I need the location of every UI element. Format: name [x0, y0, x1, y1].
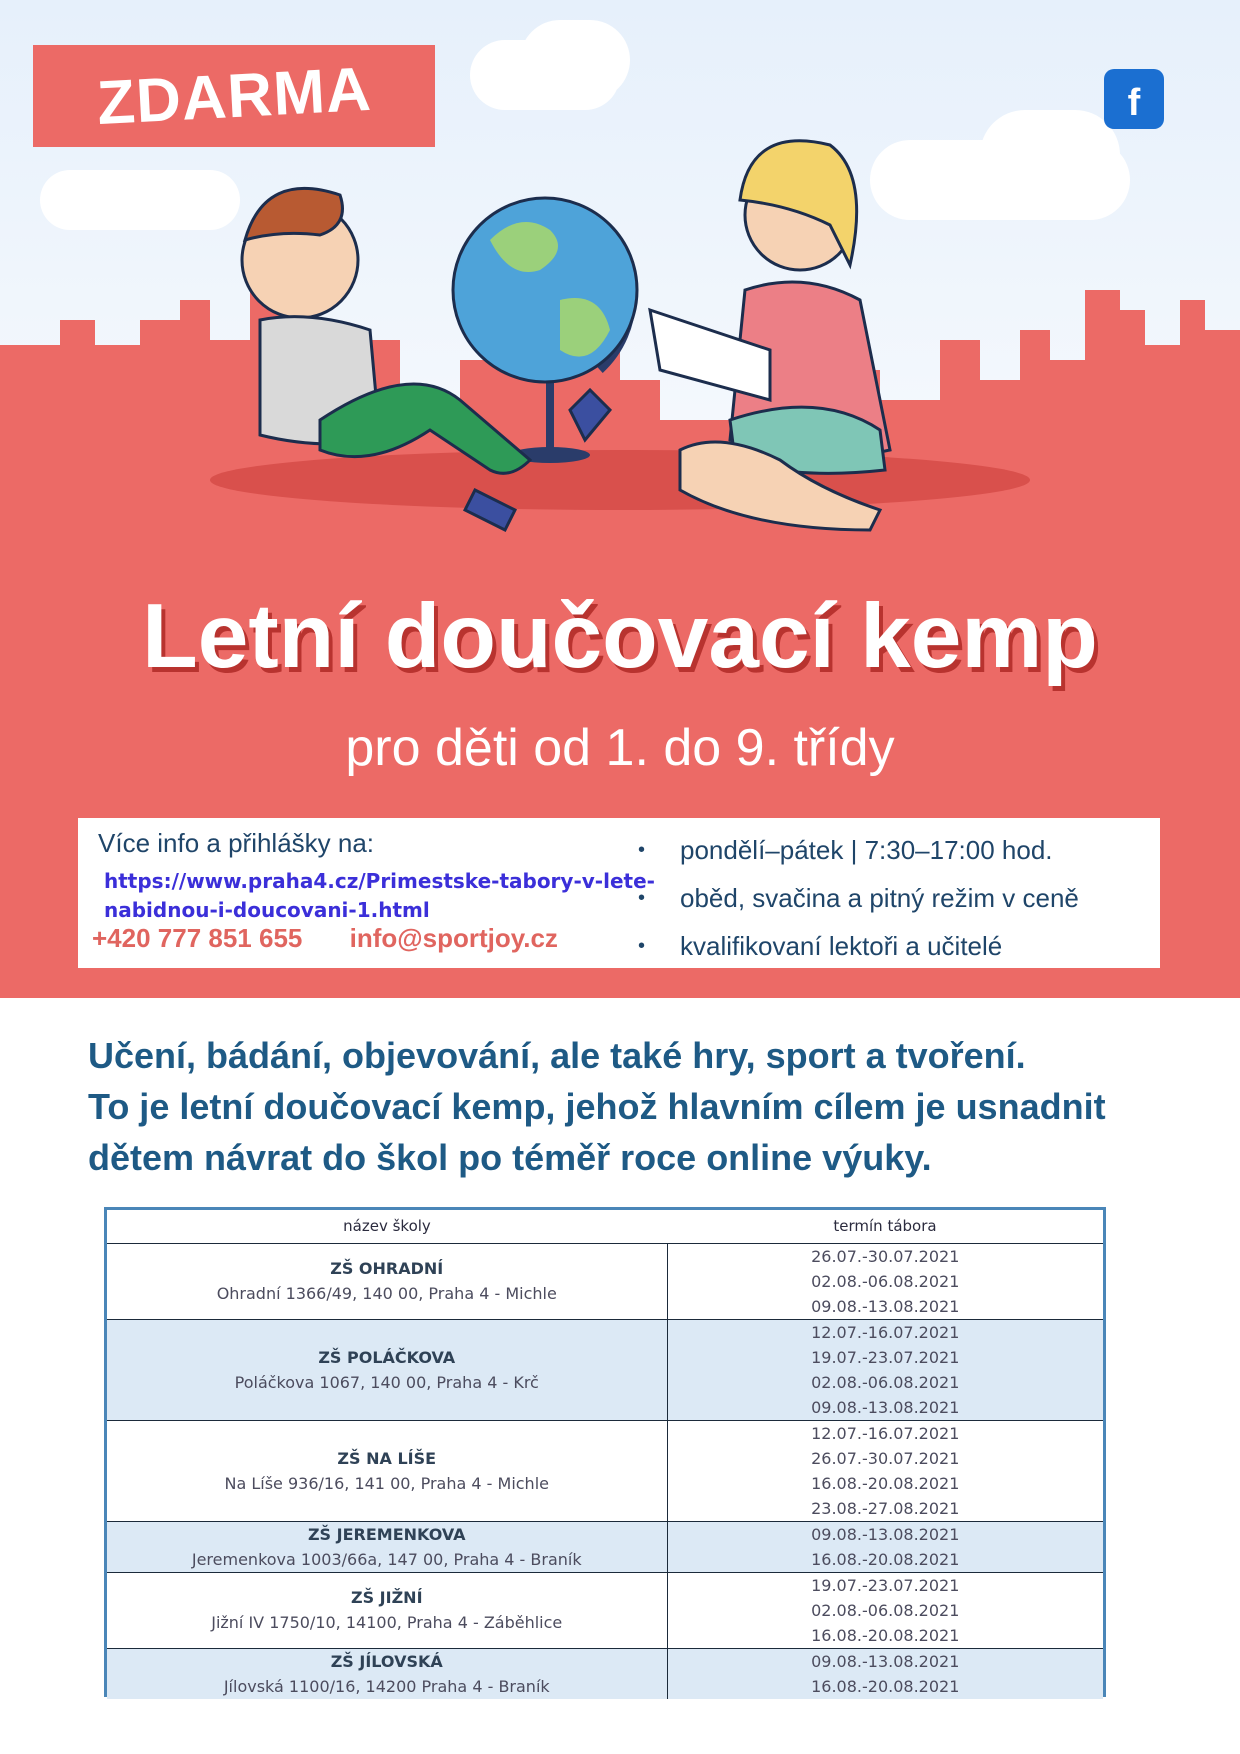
- bullet-icon: •: [638, 838, 646, 861]
- facebook-letter: f: [1127, 82, 1141, 124]
- camp-date: 26.07.-30.07.2021: [811, 1246, 960, 1266]
- camp-date: 09.08.-13.08.2021: [811, 1651, 960, 1671]
- school-cell: [107, 1572, 667, 1648]
- school-name: ZŠ POLÁČKOVA: [318, 1347, 456, 1367]
- feature-item: [638, 874, 1158, 922]
- page-subtitle: pro děti od 1. do 9. třídy: [345, 719, 895, 777]
- feature-text: pondělí–pátek | 7:30–17:00 hod.: [680, 834, 1053, 865]
- feature-item: [638, 922, 1158, 970]
- table-row: [107, 1648, 1103, 1699]
- camp-date: 16.08.-20.08.2021: [811, 1549, 960, 1569]
- girl-figure: [650, 141, 890, 530]
- registration-link-line1[interactable]: https://www.praha4.cz/Primestske-tabory-v-lete-: [104, 869, 655, 893]
- dates-cell: [667, 1243, 1103, 1319]
- camp-date: 02.08.-06.08.2021: [811, 1600, 960, 1620]
- school-address: Poláčkova 1067, 140 00, Praha 4 - Krč: [234, 1372, 539, 1392]
- school-address: Na Líše 936/16, 141 00, Praha 4 - Michle: [224, 1473, 549, 1493]
- camp-date: 16.08.-20.08.2021: [811, 1676, 960, 1696]
- dates-cell: [667, 1319, 1103, 1420]
- camp-date: 16.08.-20.08.2021: [811, 1473, 960, 1493]
- camp-date: 12.07.-16.07.2021: [811, 1423, 960, 1443]
- intro-line: To je letní doučovací kemp, jehož hlavním cílem je usnadnit: [88, 1086, 1106, 1127]
- intro-line: Učení, bádání, objevování, ale také hry, sport a tvoření.: [88, 1035, 1026, 1076]
- dates-cell: [667, 1648, 1103, 1699]
- intro-text: [88, 1030, 1168, 1183]
- school-cell: [107, 1319, 667, 1420]
- table-row: [107, 1420, 1103, 1521]
- table-row: [107, 1319, 1103, 1420]
- camp-date: 12.07.-16.07.2021: [811, 1322, 960, 1342]
- registration-link[interactable]: [104, 867, 658, 925]
- camp-date: 23.08.-27.08.2021: [811, 1498, 960, 1518]
- school-name: ZŠ OHRADNÍ: [330, 1259, 444, 1278]
- camp-date: 19.07.-23.07.2021: [811, 1347, 960, 1367]
- schedule-table-body: [107, 1243, 1103, 1699]
- kids-illustration: [200, 120, 1040, 560]
- school-cell: [107, 1521, 667, 1572]
- bullet-icon: •: [638, 886, 646, 909]
- camp-date: 19.07.-23.07.2021: [811, 1575, 960, 1595]
- camp-date: 09.08.-13.08.2021: [811, 1524, 960, 1544]
- free-badge: [33, 45, 435, 147]
- school-cell: [107, 1420, 667, 1521]
- contact-line: [92, 923, 558, 954]
- feature-item: [638, 826, 1158, 874]
- camp-date: 26.07.-30.07.2021: [811, 1448, 960, 1468]
- info-box: [78, 818, 1160, 968]
- school-address: Jižní IV 1750/10, 14100, Praha 4 - Záběhlice: [211, 1613, 563, 1632]
- feature-text: kvalifikovaní lektoři a učitelé: [680, 930, 1003, 961]
- registration-info: [98, 828, 658, 925]
- free-badge-label: ZDARMA: [95, 54, 373, 138]
- school-address: Jeremenkova 1003/66a, 147 00, Praha 4 - Braník: [191, 1549, 582, 1569]
- registration-heading: Více info a přihlášky na:: [98, 828, 375, 858]
- camp-date: 09.08.-13.08.2021: [811, 1397, 960, 1417]
- school-cell: [107, 1648, 667, 1699]
- school-name: ZŠ JÍLOVSKÁ: [330, 1651, 443, 1671]
- schedule-table: [104, 1207, 1106, 1697]
- page-title: Letní doučovací kemp: [142, 586, 1098, 687]
- school-address: Jílovská 1100/16, 14200 Praha 4 - Braník: [223, 1676, 550, 1696]
- phone-number[interactable]: +420 777 851 655: [92, 923, 303, 953]
- dates-cell: [667, 1572, 1103, 1648]
- email-address[interactable]: info@sportjoy.cz: [349, 923, 558, 953]
- table-row: [107, 1572, 1103, 1648]
- bullet-icon: •: [638, 934, 646, 957]
- table-row: [107, 1243, 1103, 1319]
- features-list: [638, 826, 1158, 970]
- feature-text: oběd, svačina a pitný režim v ceně: [680, 882, 1079, 913]
- school-name: ZŠ NA LÍŠE: [337, 1448, 437, 1468]
- camp-date: 09.08.-13.08.2021: [811, 1296, 960, 1316]
- camp-date: 02.08.-06.08.2021: [811, 1271, 960, 1291]
- column-header-dates: termín tábora: [833, 1217, 937, 1236]
- registration-link-line2[interactable]: nabidnou-i-doucovani-1.html: [104, 898, 430, 922]
- dates-cell: [667, 1420, 1103, 1521]
- camp-date: 16.08.-20.08.2021: [811, 1625, 960, 1645]
- column-header-school: název školy: [343, 1217, 431, 1236]
- school-name: ZŠ JIŽNÍ: [350, 1588, 423, 1607]
- school-name: ZŠ JEREMENKOVA: [307, 1524, 466, 1544]
- facebook-icon[interactable]: [1104, 69, 1164, 129]
- camp-date: 02.08.-06.08.2021: [811, 1372, 960, 1392]
- school-address: Ohradní 1366/49, 140 00, Praha 4 - Michle: [216, 1284, 557, 1303]
- school-cell: [107, 1243, 667, 1319]
- table-row: [107, 1521, 1103, 1572]
- intro-line: dětem návrat do škol po téměř roce online výuky.: [88, 1137, 932, 1178]
- dates-cell: [667, 1521, 1103, 1572]
